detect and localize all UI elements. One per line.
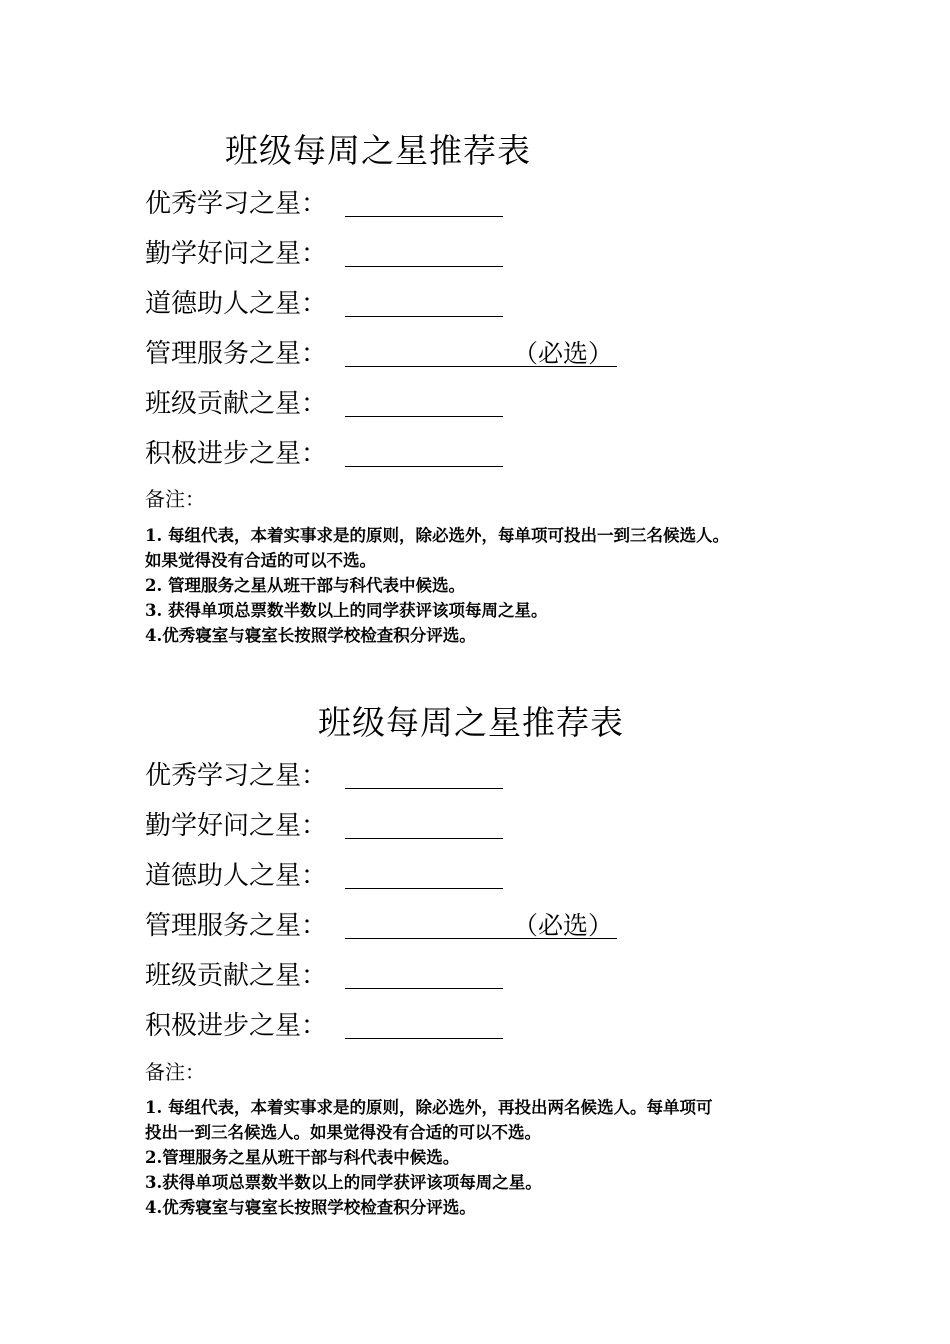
remark-line: 4.优秀寝室与寝室长按照学校检查积分评选。	[145, 626, 476, 645]
remark-line: 3. 获得单项总票数半数以上的同学获评该项每周之星。	[145, 601, 548, 620]
fill-in-blank[interactable]	[345, 1038, 503, 1039]
remark-line: 如果觉得没有合适的可以不选。	[145, 551, 376, 570]
remark-line: 2. 管理服务之星从班干部与科代表中候选。	[145, 576, 465, 595]
remark-line: 投出一到三名候选人。如果觉得没有合适的可以不选。	[145, 1123, 541, 1142]
row-label: 积极进步之星：	[145, 439, 328, 469]
row-label: 优秀学习之星：	[145, 761, 328, 791]
fill-in-blank[interactable]	[345, 416, 503, 417]
fill-in-blank[interactable]	[345, 316, 503, 317]
remark-line: 1. 每组代表，本着实事求是的原则，除必选外，每单项可投出一到三名候选人。	[145, 526, 729, 545]
form-title: 班级每周之星推荐表	[318, 703, 624, 742]
remarks-list	[145, 523, 835, 648]
remark-line: 4.优秀寝室与寝室长按照学校检查积分评选。	[145, 1198, 476, 1217]
row-label: 勤学好问之星：	[145, 239, 328, 269]
fill-in-blank[interactable]	[345, 838, 503, 839]
remark-line: 1. 每组代表，本着实事求是的原则，除必选外，再投出两名候选人。每单项可	[145, 1098, 713, 1117]
remarks-heading: 备注：	[145, 487, 205, 511]
row-label: 勤学好问之星：	[145, 811, 328, 841]
row-label: 积极进步之星：	[145, 1011, 328, 1041]
form-title: 班级每周之星推荐表	[225, 131, 531, 170]
remark-line: 3.获得单项总票数半数以上的同学获评该项每周之星。	[145, 1173, 542, 1192]
fill-in-blank[interactable]	[345, 466, 503, 467]
required-note: （必选）	[513, 339, 614, 368]
row-label: 班级贡献之星：	[145, 389, 328, 419]
remarks-heading: 备注：	[145, 1060, 205, 1084]
row-label: 优秀学习之星：	[145, 189, 328, 219]
fill-in-blank[interactable]	[345, 266, 503, 267]
fill-in-blank[interactable]	[345, 888, 503, 889]
remarks-list	[145, 1095, 835, 1220]
row-label: 班级贡献之星：	[145, 961, 328, 991]
remark-line: 2.管理服务之星从班干部与科代表中候选。	[145, 1148, 460, 1167]
fill-in-blank[interactable]	[345, 788, 503, 789]
row-label: 管理服务之星：	[145, 339, 328, 369]
fill-in-blank[interactable]	[345, 988, 503, 989]
row-label: 道德助人之星：	[145, 289, 328, 319]
required-note: （必选）	[513, 911, 614, 940]
row-label: 道德助人之星：	[145, 861, 328, 891]
fill-in-blank[interactable]	[345, 216, 503, 217]
row-label: 管理服务之星：	[145, 911, 328, 941]
